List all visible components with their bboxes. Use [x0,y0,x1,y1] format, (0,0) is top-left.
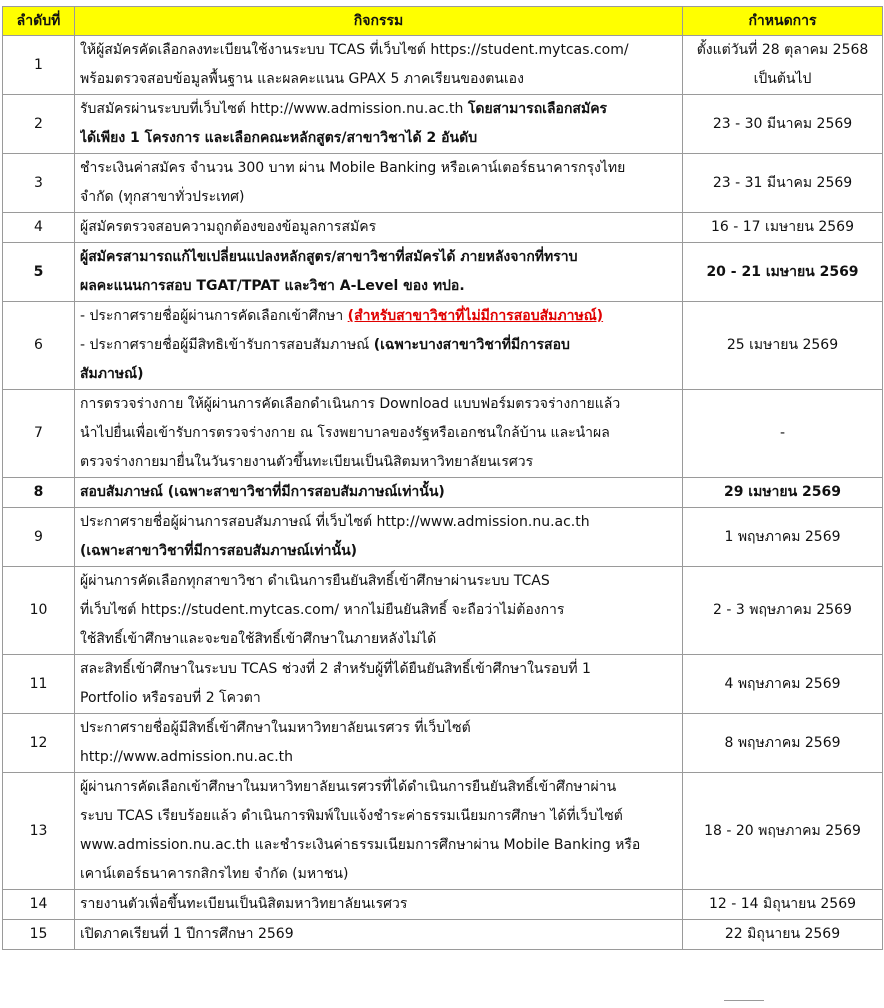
date-line: 2 - 3 พฤษภาคม 2569 [713,602,852,618]
activity-text: โดยสามารถเลือกสมัคร [467,101,608,117]
activity-text: ใช้สิทธิ์เข้าศึกษาและจะขอใช้สิทธิ์เข้าศึกษาในภายหลังไม่ได้ [80,631,437,647]
table-row [3,655,883,714]
header-row [3,7,883,36]
schedule-date [683,890,883,920]
activity-cell [75,154,683,213]
activity-cell [75,890,683,920]
table-row [3,213,883,243]
activity-line [80,272,677,301]
table-row [3,714,883,773]
row-number: 1 [3,36,75,95]
activity-line [80,213,677,242]
date-line: 22 มิถุนายน 2569 [724,926,841,942]
table-row [3,302,883,390]
row-number: 3 [3,154,75,213]
activity-text: - ประกาศรายชื่อผู้ผ่านการคัดเลือกเข้าศึกษา [80,308,348,324]
activity-text: ชำระเงินค่าสมัคร จำนวน 300 บาท ผ่าน Mobile Banking หรือเคาน์เตอร์ธนาคารกรุงไทย [80,160,626,176]
activity-cell [75,773,683,890]
activity-line [80,36,677,65]
table-row [3,508,883,567]
activity-line [80,508,677,537]
activity-text: (เฉพาะสาขาวิชาที่มีการสอบสัมภาษณ์เท่านั้น) [80,543,358,559]
schedule-date [683,655,883,714]
activity-cell [75,213,683,243]
schedule-date [683,714,883,773]
activity-cell [75,243,683,302]
activity-line [80,890,677,919]
row-number: 6 [3,302,75,390]
activity-text: นำไปยื่นเพื่อเข้ารับการตรวจร่างกาย ณ โรงพยาบาลของรัฐหรือเอกชนใกล้บ้าน และนำผล [80,425,610,441]
schedule-date [683,36,883,95]
activity-line [80,920,677,949]
activity-line [80,743,677,772]
activity-text: สละสิทธิ์เข้าศึกษาในระบบ TCAS ช่วงที่ 2 สำหรับผู้ที่ได้ยืนยันสิทธิ์เข้าศึกษาในรอบที่ 1 [80,661,591,677]
table-edge-fragment [724,994,764,1008]
date-line: 29 เมษายน 2569 [723,484,842,500]
activity-line [80,331,677,360]
activity-text: - ประกาศรายชื่อผู้มีสิทธิเข้ารับการสอบสัมภาษณ์ [80,337,374,353]
date-line: ตั้งแต่วันที่ 28 ตุลาคม 2568 [696,42,869,58]
activity-line [80,360,677,389]
schedule-date [683,390,883,478]
row-number: 13 [3,773,75,890]
activity-text: ผู้ผ่านการคัดเลือกทุกสาขาวิชา ดำเนินการยืนยันสิทธิ์เข้าศึกษาผ่านระบบ TCAS [80,573,550,589]
row-number: 5 [3,243,75,302]
table-row [3,773,883,890]
activity-text: เคาน์เตอร์ธนาคารกสิกรไทย จำกัด (มหาชน) [80,866,349,882]
schedule-date [683,920,883,950]
activity-cell [75,36,683,95]
row-number: 10 [3,567,75,655]
activity-text: การตรวจร่างกาย ให้ผู้ผ่านการคัดเลือกดำเนินการ Download แบบฟอร์มตรวจร่างกายแล้ว [80,396,621,412]
date-line: 1 พฤษภาคม 2569 [724,528,841,545]
activity-text: ได้เพียง 1 โครงการ และเลือกคณะหลักสูตร/สาขาวิชาได้ 2 อันดับ [80,130,478,146]
activity-cell [75,95,683,154]
activity-text: ระบบ TCAS เรียบร้อยแล้ว ดำเนินการพิมพ์ใบแจ้งชำระค่าธรรมเนียมการศึกษา ได้ที่เว็บไซต์ [80,808,623,824]
row-number: 15 [3,920,75,950]
activity-text: Portfolio หรือรอบที่ 2 โควตา [80,690,261,706]
activity-cell [75,478,683,508]
activity-text: www.admission.nu.ac.th และชำระเงินค่าธรรมเนียมการศึกษาผ่าน Mobile Banking หรือ [80,837,641,853]
activity-line [80,95,677,124]
schedule-date [683,302,883,390]
date-line: 23 - 31 มีนาคม 2569 [712,174,853,191]
activity-line [80,831,677,860]
row-number: 11 [3,655,75,714]
activity-text: ผู้ผ่านการคัดเลือกเข้าศึกษาในมหาวิทยาลัยนเรศวรที่ได้ดำเนินการยืนยันสิทธิ์เข้าศึกษาผ่าน [80,779,617,795]
schedule-date [683,213,883,243]
activity-text: ประกาศรายชื่อผู้มีสิทธิ์เข้าศึกษาในมหาวิทยาลัยนเรศวร ที่เว็บไซต์ [80,720,471,736]
activity-line [80,802,677,831]
activity-text: ให้ผู้สมัครคัดเลือกลงทะเบียนใช้งานระบบ TCAS ที่เว็บไซต์ https://student.mytcas.com/ [80,42,629,58]
activity-line [80,243,677,272]
activity-text: (เฉพาะบางสาขาวิชาที่มีการสอบ [373,337,570,353]
date-line: 18 - 20 พฤษภาคม 2569 [704,822,861,839]
row-number: 14 [3,890,75,920]
activity-line [80,478,677,507]
row-number: 8 [3,478,75,508]
header-no: ลำดับที่ [3,7,75,36]
date-line: 23 - 30 มีนาคม 2569 [712,115,853,132]
activity-line [80,302,677,331]
activity-text: รายงานตัวเพื่อขึ้นทะเบียนเป็นนิสิตมหาวิทยาลัยนเรศวร [80,896,408,912]
date-line: 8 พฤษภาคม 2569 [724,734,841,751]
highlight-note: (สำหรับสาขาวิชาที่ไม่มีการสอบสัมภาษณ์) [347,308,604,324]
activity-line [80,684,677,713]
activity-line [80,596,677,625]
activity-text: พร้อมตรวจสอบข้อมูลพื้นฐาน และผลคะแนน GPAX 5 ภาคเรียนของตนเอง [80,71,524,87]
activity-text: รับสมัครผ่านระบบที่เว็บไซต์ http://www.admission.nu.ac.th [80,101,468,117]
table-row [3,36,883,95]
row-number: 2 [3,95,75,154]
date-line: เป็นต้นไป [753,71,812,87]
activity-line [80,773,677,802]
activity-text: สัมภาษณ์) [80,366,144,382]
activity-line [80,860,677,889]
schedule-date [683,95,883,154]
date-line: 16 - 17 เมษายน 2569 [711,219,854,235]
activity-line [80,448,677,477]
schedule-date [683,567,883,655]
header-date: กำหนดการ [683,7,883,36]
schedule-date [683,243,883,302]
date-line: 12 - 14 มิถุนายน 2569 [708,896,857,912]
activity-text: ผู้สมัครตรวจสอบความถูกต้องของข้อมูลการสมัคร [80,219,377,235]
table-row [3,95,883,154]
activity-line [80,714,677,743]
activity-line [80,124,677,153]
activity-line [80,537,677,566]
activity-line [80,154,677,183]
row-number: 7 [3,390,75,478]
activity-cell [75,567,683,655]
table-row [3,478,883,508]
activity-line [80,390,677,419]
activity-text: ประกาศรายชื่อผู้ผ่านการสอบสัมภาษณ์ ที่เว็บไซต์ http://www.admission.nu.ac.th [80,514,590,530]
activity-cell [75,302,683,390]
activity-text: จำกัด (ทุกสาขาทั่วประเทศ) [80,189,245,205]
schedule-date [683,508,883,567]
activity-text: เปิดภาคเรียนที่ 1 ปีการศึกษา 2569 [80,926,294,942]
activity-cell [75,655,683,714]
activity-text: ตรวจร่างกายมายื่นในวันรายงานตัวขึ้นทะเบียนเป็นนิสิตมหาวิทยาลัยนเรศวร [80,454,534,470]
activity-line [80,65,677,94]
activity-line [80,419,677,448]
activity-cell [75,390,683,478]
activity-cell [75,920,683,950]
header-activity: กิจกรรม [75,7,683,36]
schedule-date [683,773,883,890]
activity-text: ที่เว็บไซต์ https://student.mytcas.com/ หากไม่ยืนยันสิทธิ์ จะถือว่าไม่ต้องการ [80,602,565,618]
date-line: 4 พฤษภาคม 2569 [724,675,841,692]
schedule-date [683,154,883,213]
activity-text: http://www.admission.nu.ac.th [80,749,294,765]
row-number: 4 [3,213,75,243]
table-row [3,567,883,655]
activity-cell [75,714,683,773]
row-number: 9 [3,508,75,567]
table-row [3,890,883,920]
row-number: 12 [3,714,75,773]
date-line: - [779,425,786,441]
activity-line [80,567,677,596]
activity-text: สอบสัมภาษณ์ (เฉพาะสาขาวิชาที่มีการสอบสัมภาษณ์เท่านั้น) [80,484,445,500]
activity-line [80,625,677,654]
table-row [3,390,883,478]
table-row [3,243,883,302]
activity-line [80,183,677,212]
activity-line [80,655,677,684]
schedule-date [683,478,883,508]
activity-text: ผู้สมัครสามารถแก้ไขเปลี่ยนแปลงหลักสูตร/สาขาวิชาที่สมัครได้ ภายหลังจากที่ทราบ [80,249,578,265]
schedule-table [2,6,883,950]
date-line: 20 - 21 เมษายน 2569 [706,263,859,280]
activity-cell [75,508,683,567]
table-row [3,154,883,213]
date-line: 25 เมษายน 2569 [726,337,839,353]
activity-text: ผลคะแนนการสอบ TGAT/TPAT และวิชา A-Level ของ ทปอ. [80,278,465,294]
table-row [3,920,883,950]
